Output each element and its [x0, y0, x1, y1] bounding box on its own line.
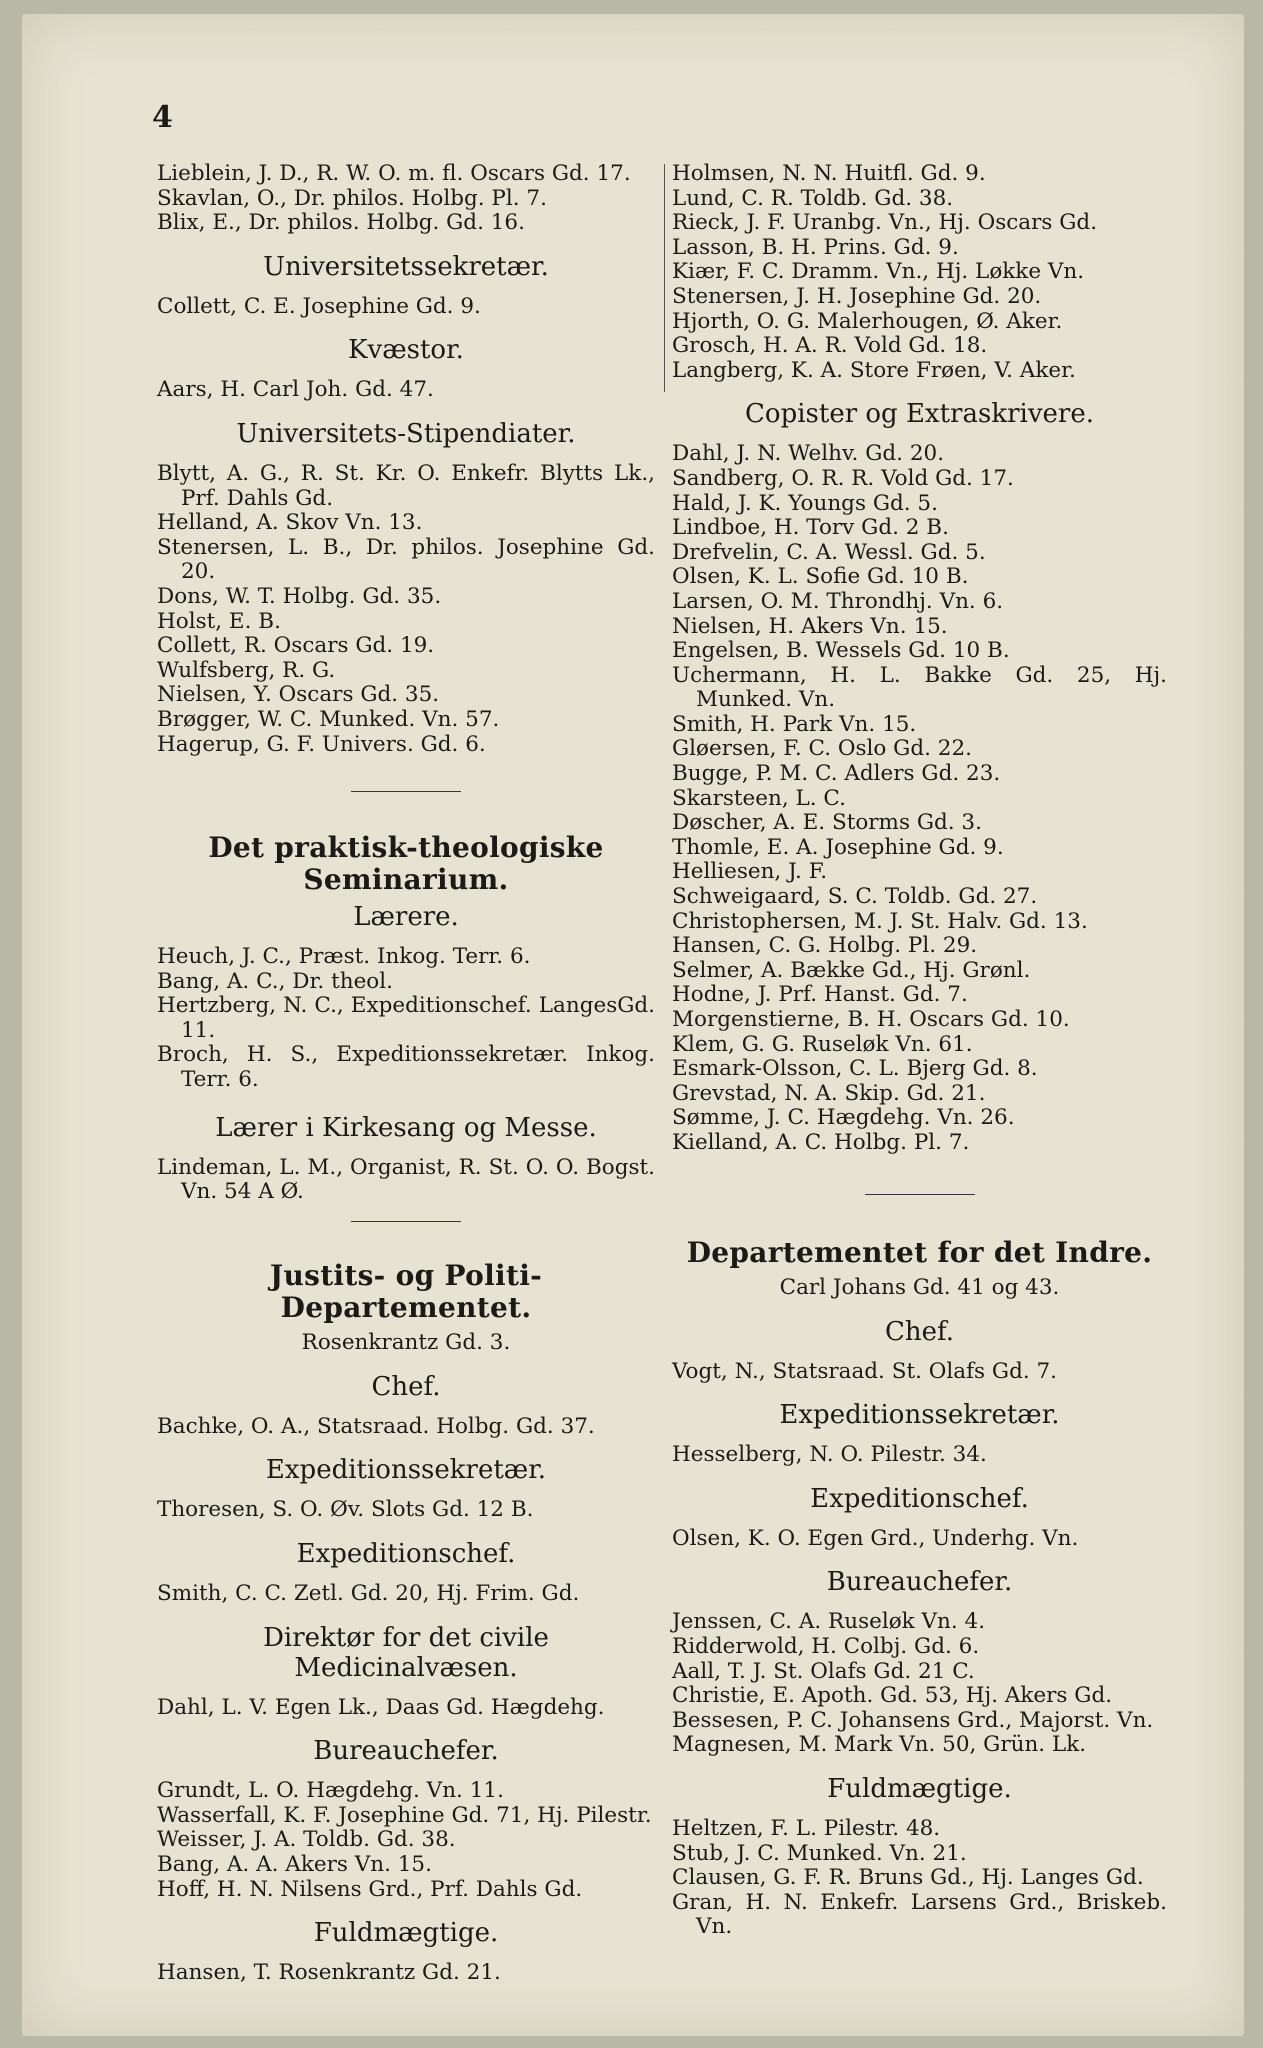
directory-entry: Bugge, P. M. C. Adlers Gd. 23.	[672, 761, 1001, 787]
entry-list	[157, 462, 655, 757]
entry-list	[672, 1360, 1167, 1385]
entry-list	[157, 1415, 655, 1440]
entry-list	[672, 442, 1167, 1155]
section-heading-expeditionssekretaer: Expeditionssekretær.	[779, 1400, 1060, 1431]
directory-entry: Klem, G. G. Ruseløk Vn. 61.	[672, 1031, 973, 1057]
directory-entry: Hald, J. K. Youngs Gd. 5.	[672, 490, 938, 516]
directory-entry: Bachke, O. A., Statsraad. Holbg. Gd. 37.	[157, 1413, 595, 1439]
directory-entry: Morgenstierne, B. H. Oscars Gd. 10.	[672, 1007, 1070, 1032]
directory-entry: Nielsen, Y. Oscars Gd. 35.	[157, 682, 440, 708]
directory-entry: Aars, H. Carl Joh. Gd. 47.	[157, 377, 434, 403]
directory-entry: Uchermann, H. L. Bakke Gd. 25, Hj. Munked. Vn.	[672, 662, 1167, 713]
directory-entry: Collett, R. Oscars Gd. 19.	[157, 633, 435, 659]
directory-entry: Dons, W. T. Holbg. Gd. 35.	[157, 583, 442, 609]
left-column	[157, 162, 655, 1986]
directory-entry: Smith, C. C. Zetl. Gd. 20, Hj. Frim. Gd.	[157, 1581, 580, 1607]
section-heading-kirkesang: Lærer i Kirkesang og Messe.	[215, 1112, 597, 1143]
directory-entry: Bang, A. C., Dr. theol.	[157, 968, 393, 994]
directory-entry: Stub, J. C. Munked. Vn. 21.	[672, 1840, 967, 1866]
entry-list	[157, 1582, 655, 1607]
directory-entry: Blytt, A. G., R. St. Kr. O. Enkefr. Blytts Lk., Prf. Dahls Gd.	[157, 460, 655, 511]
directory-entry: Grevstad, N. A. Skip. Gd. 21.	[672, 1080, 986, 1106]
directory-entry: Blix, E., Dr. philos. Holbg. Gd. 16.	[157, 210, 525, 236]
directory-entry: Wasserfall, K. F. Josephine Gd. 71, Hj. Pilestr.	[157, 1802, 652, 1828]
directory-entry: Hansen, C. G. Holbg. Pl. 29.	[672, 933, 978, 959]
directory-entry: Lieblein, J. D., R. W. O. m. fl. Oscars Gd. 17.	[157, 161, 631, 186]
directory-entry: Grundt, L. O. Hægdehg. Vn. 11.	[157, 1778, 504, 1804]
directory-entry: Christie, E. Apoth. Gd. 53, Hj. Akers Gd.	[672, 1683, 1113, 1709]
directory-entry: Thomle, E. A. Josephine Gd. 9.	[672, 834, 1004, 860]
directory-entry: Nielsen, H. Akers Vn. 15.	[672, 613, 948, 639]
section-heading-stipendiater: Universitets-Stipendiater.	[236, 418, 576, 449]
section-heading-bureauchefer: Bureauchefer.	[826, 1567, 1013, 1598]
directory-entry: Holmsen, N. N. Huitfl. Gd. 9.	[672, 161, 986, 186]
directory-entry: Døscher, A. E. Storms Gd. 3.	[672, 810, 982, 836]
entry-list	[157, 945, 655, 1093]
directory-entry: Brøgger, W. C. Munked. Vn. 57.	[157, 706, 500, 732]
directory-entry: Hodne, J. Prf. Hanst. Gd. 7.	[672, 982, 968, 1008]
directory-entry: Hagerup, G. F. Univers. Gd. 6.	[157, 731, 486, 757]
directory-entry: Gran, H. N. Enkefr. Larsens Grd., Briskeb. Vn.	[672, 1889, 1167, 1940]
directory-entry: Selmer, A. Bække Gd., Hj. Grønl.	[672, 957, 1031, 983]
section-heading-bureauchefer: Bureauchefer.	[313, 1736, 499, 1767]
entry-list	[157, 1498, 655, 1523]
directory-entry: Drefvelin, C. A. Wessl. Gd. 5.	[672, 539, 986, 565]
directory-entry: Clausen, G. F. R. Bruns Gd., Hj. Langes Gd.	[672, 1865, 1144, 1891]
directory-entry: Stenersen, L. B., Dr. philos. Josephine Gd. 20.	[157, 534, 655, 585]
directory-entry: Smith, H. Park Vn. 15.	[672, 711, 917, 737]
entry-list	[157, 1156, 655, 1205]
directory-entry: Jenssen, C. A. Ruseløk Vn. 4.	[672, 1609, 986, 1635]
directory-entry: Dahl, L. V. Egen Lk., Daas Gd. Hægdehg.	[157, 1694, 605, 1720]
section-heading-universitetssekretaer: Universitetssekretær.	[263, 251, 549, 282]
directory-entry: Stenersen, J. H. Josephine Gd. 20.	[672, 283, 1042, 309]
section-heading-laerere: Lærere.	[353, 902, 459, 933]
directory-entry: Olsen, K. O. Egen Grd., Underhg. Vn.	[672, 1525, 1079, 1551]
directory-entry: Larsen, O. M. Throndhj. Vn. 6.	[672, 588, 1004, 614]
directory-entry: Magnesen, M. Mark Vn. 50, Grün. Lk.	[672, 1732, 1087, 1758]
directory-entry: Broch, H. S., Expeditionssekretær. Inkog. Terr. 6.	[157, 1042, 655, 1093]
section-divider	[351, 791, 461, 792]
section-divider	[865, 1194, 975, 1195]
directory-entry: Hesselberg, N. O. Pilestr. 34.	[672, 1442, 987, 1468]
column-divider-line	[664, 164, 665, 392]
entry-list	[157, 1696, 655, 1721]
directory-entry: Sandberg, O. R. R. Vold Gd. 17.	[672, 465, 1014, 491]
directory-entry: Christophersen, M. J. St. Halv. Gd. 13.	[672, 908, 1088, 934]
directory-entry: Kielland, A. C. Holbg. Pl. 7.	[672, 1129, 970, 1155]
directory-entry: Helliesen, J. F.	[672, 859, 828, 885]
directory-entry: Hjorth, O. G. Malerhougen, Ø. Aker.	[672, 308, 1063, 334]
directory-entry: Vogt, N., Statsraad. St. Olafs Gd. 7.	[672, 1358, 1058, 1384]
directory-entry: Grosch, H. A. R. Vold Gd. 18.	[672, 333, 988, 359]
department-title-indre: Departementet for det Indre.	[686, 1235, 1153, 1269]
page-number: 4	[152, 100, 173, 135]
section-heading-kvaestor: Kvæstor.	[348, 335, 464, 366]
department-title-justits: Justits- og Politi-Departementet.	[269, 1258, 543, 1324]
entry-list	[157, 162, 655, 236]
directory-entry: Bessesen, P. C. Johansens Grd., Majorst. Vn.	[672, 1707, 1154, 1733]
directory-entry: Helland, A. Skov Vn. 13.	[157, 510, 423, 536]
entry-list	[672, 1443, 1167, 1468]
directory-entry: Hertzberg, N. C., Expeditionschef. LangesGd. 11.	[157, 993, 655, 1043]
entry-list	[157, 295, 655, 320]
directory-entry: Lund, C. R. Toldb. Gd. 38.	[672, 185, 954, 211]
directory-entry: Heuch, J. C., Præst. Inkog. Terr. 6.	[157, 944, 531, 970]
right-column	[672, 162, 1167, 1940]
directory-entry: Rieck, J. F. Uranbg. Vn., Hj. Oscars Gd.	[672, 210, 1098, 236]
section-heading-fuldmaegtige: Fuldmægtige.	[313, 1918, 499, 1949]
section-heading-chef: Chef.	[371, 1371, 441, 1402]
directory-entry: Esmark-Olsson, C. L. Bjerg Gd. 8.	[672, 1056, 1038, 1082]
entry-list	[672, 1610, 1167, 1758]
section-heading-expeditionssekretaer: Expeditionssekretær.	[265, 1455, 547, 1486]
department-title-seminarium: Det praktisk-theologiske Seminarium.	[208, 831, 604, 897]
directory-entry: Aall, T. J. St. Olafs Gd. 21 C.	[672, 1658, 975, 1684]
directory-entry: Engelsen, B. Wessels Gd. 10 B.	[672, 638, 1010, 664]
directory-entry: Weisser, J. A. Toldb. Gd. 38.	[157, 1827, 456, 1853]
section-heading-fuldmaegtige: Fuldmægtige.	[827, 1773, 1012, 1804]
directory-entry: Ridderwold, H. Colbj. Gd. 6.	[672, 1633, 980, 1659]
directory-entry: Sømme, J. C. Hægdehg. Vn. 26.	[672, 1105, 1015, 1131]
entry-list	[157, 1961, 655, 1986]
entry-list	[672, 162, 1167, 383]
directory-entry: Hansen, T. Rosenkrantz Gd. 21.	[157, 1960, 501, 1986]
section-divider	[351, 1221, 461, 1222]
directory-entry: Olsen, K. L. Sofie Gd. 10 B.	[672, 564, 969, 590]
entry-list	[157, 1779, 655, 1902]
directory-entry: Lasson, B. H. Prins. Gd. 9.	[672, 234, 959, 260]
directory-entry: Kiær, F. C. Dramm. Vn., Hj. Løkke Vn.	[672, 259, 1085, 285]
directory-entry: Hoff, H. N. Nilsens Grd., Prf. Dahls Gd.	[157, 1876, 583, 1902]
directory-entry: Skavlan, O., Dr. philos. Holbg. Pl. 7.	[157, 185, 547, 211]
section-heading-direktor: Direktør for det civile Medicinalvæsen.	[263, 1622, 549, 1683]
directory-entry: Thoresen, S. O. Øv. Slots Gd. 12 B.	[157, 1497, 534, 1523]
entry-list	[672, 1817, 1167, 1940]
department-address: Rosenkrantz Gd. 3.	[301, 1329, 511, 1355]
directory-entry: Schweigaard, S. C. Toldb. Gd. 27.	[672, 884, 1038, 910]
entry-list	[672, 1527, 1167, 1552]
section-heading-chef: Chef.	[885, 1316, 954, 1347]
directory-entry: Bang, A. A. Akers Vn. 15.	[157, 1852, 432, 1877]
directory-entry: Heltzen, F. L. Pilestr. 48.	[672, 1815, 941, 1841]
directory-entry: Lindboe, H. Torv Gd. 2 B.	[672, 515, 949, 541]
directory-entry: Collett, C. E. Josephine Gd. 9.	[157, 293, 481, 319]
directory-entry: Langberg, K. A. Store Frøen, V. Aker.	[672, 357, 1076, 383]
document-page	[22, 14, 1244, 2036]
directory-entry: Skarsteen, L. C.	[672, 785, 846, 811]
department-address: Carl Johans Gd. 41 og 43.	[779, 1274, 1060, 1300]
directory-entry: Dahl, J. N. Welhv. Gd. 20.	[672, 441, 945, 467]
directory-entry: Gløersen, F. C. Oslo Gd. 22.	[672, 736, 972, 762]
entry-list	[157, 378, 655, 403]
directory-entry: Wulfsberg, R. G.	[157, 657, 336, 683]
directory-entry: Holst, E. B.	[157, 608, 281, 634]
directory-entry: Lindeman, L. M., Organist, R. St. O. O. Bogst. Vn. 54 A Ø.	[157, 1154, 655, 1205]
section-heading-copister: Copister og Extraskrivere.	[745, 399, 1094, 430]
section-heading-expeditionschef: Expeditionschef.	[810, 1483, 1029, 1514]
section-heading-expeditionschef: Expeditionschef.	[296, 1539, 516, 1570]
